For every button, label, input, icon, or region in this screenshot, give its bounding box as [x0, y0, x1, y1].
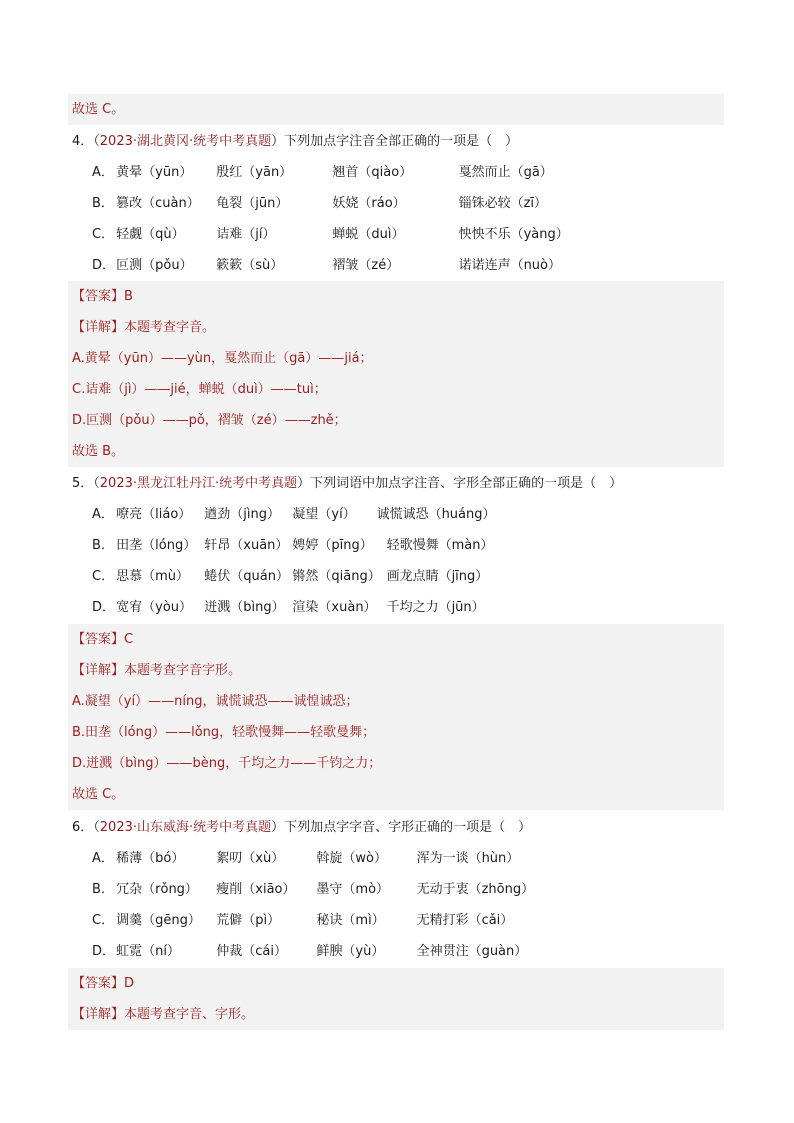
question-5-stem: 5．（2023·黑龙江牡丹江·统考中考真题）下列词语中加点字注音、字形全部正确的一项是（ ）	[72, 476, 623, 491]
question-6-detail: 【详解】本题考查字音、字形。	[68, 999, 724, 1030]
question-4-analysis-a: A.黄晕（yūn）——yùn，戛然而止（gā）——jiá；	[68, 343, 724, 374]
question-4-detail: 【详解】本题考查字音。	[68, 312, 724, 343]
question-5-option-b: B． 田垄（lóng） 轩昂（xuān） 娉婷（pīng） 轻歌慢舞（màn）	[92, 538, 494, 553]
question-4-option-d: D． 叵测（pǒu） 簌簌（sù） 褶皱（zé） 诺诺连声（nuò）	[92, 258, 561, 273]
question-6-option-a: A． 稀薄（bó） 絮叨（xù） 斡旋（wò） 浑为一谈（hùn）	[92, 851, 520, 866]
question-4-stem: 4．（2023·湖北黄冈·统考中考真题）下列加点字注音全部正确的一项是（ ）	[72, 134, 519, 149]
question-5-detail: 【详解】本题考查字音字形。	[68, 655, 724, 686]
question-5-analysis-a: A.凝望（yí）——níng，诚慌诚恐——诚惶诚恐；	[68, 686, 724, 717]
question-6-option-c: C． 调羹（gēng） 荒僻（pì） 秘诀（mì） 无精打彩（cǎi）	[92, 913, 514, 928]
question-5-conclusion: 故选 C。	[68, 779, 724, 810]
question-5-option-d: D． 宽宥（yòu） 迸溅（bìng） 渲染（xuàn） 千均之力（jūn）	[92, 600, 485, 615]
conclusion-line: 故选 C。	[68, 94, 724, 125]
question-6-option-b: B． 冗杂（rǒng） 瘦削（xiāo） 墨守（mò） 无动于衷（zhōng）	[92, 882, 535, 897]
question-4-option-a: A． 黄晕（yūn） 殷红（yān） 翘首（qiào） 戛然而止（gā）	[92, 165, 553, 180]
question-4-analysis-d: D.叵测（pǒu）——pǒ，褶皱（zé）——zhě；	[68, 405, 724, 436]
question-5-analysis-d: D.迸溅（bìng）——bèng，千均之力——千钧之力；	[68, 748, 724, 779]
question-4-analysis-c: C.诘难（jì）——jié，蝉蜕（duì）——tuì；	[68, 374, 724, 405]
question-6-stem: 6．（2023·山东威海·统考中考真题）下列加点字字音、字形正确的一项是（ ）	[72, 820, 532, 835]
question-5-option-c: C． 思慕（mù） 蜷伏（quán） 锵然（qiāng） 画龙点睛（jīng）	[92, 569, 489, 584]
question-4-option-c: C． 轻觑（qù） 诘难（jí） 蝉蜕（duì） 怏怏不乐（yàng）	[92, 227, 569, 242]
question-5-option-a: A． 嘹亮（liáo） 遒劲（jìng） 凝望（yí） 诚慌诚恐（huáng）	[92, 507, 496, 522]
question-4-option-b: B． 篡改（cuàn） 龟裂（jūn） 妖娆（ráo） 锱铢必较（zī）	[92, 196, 547, 211]
question-6-option-d: D． 虹霓（ní） 仲裁（cái） 鲜腴（yù） 全神贯注（guàn）	[92, 944, 528, 959]
question-4-answer: 【答案】B	[68, 281, 724, 312]
question-4-conclusion: 故选 B。	[68, 436, 724, 467]
question-5-answer: 【答案】C	[68, 624, 724, 655]
question-5-analysis-b: B.田垄（lóng）——lǒng，轻歌慢舞——轻歌曼舞；	[68, 717, 724, 748]
question-6-answer: 【答案】D	[68, 968, 724, 999]
